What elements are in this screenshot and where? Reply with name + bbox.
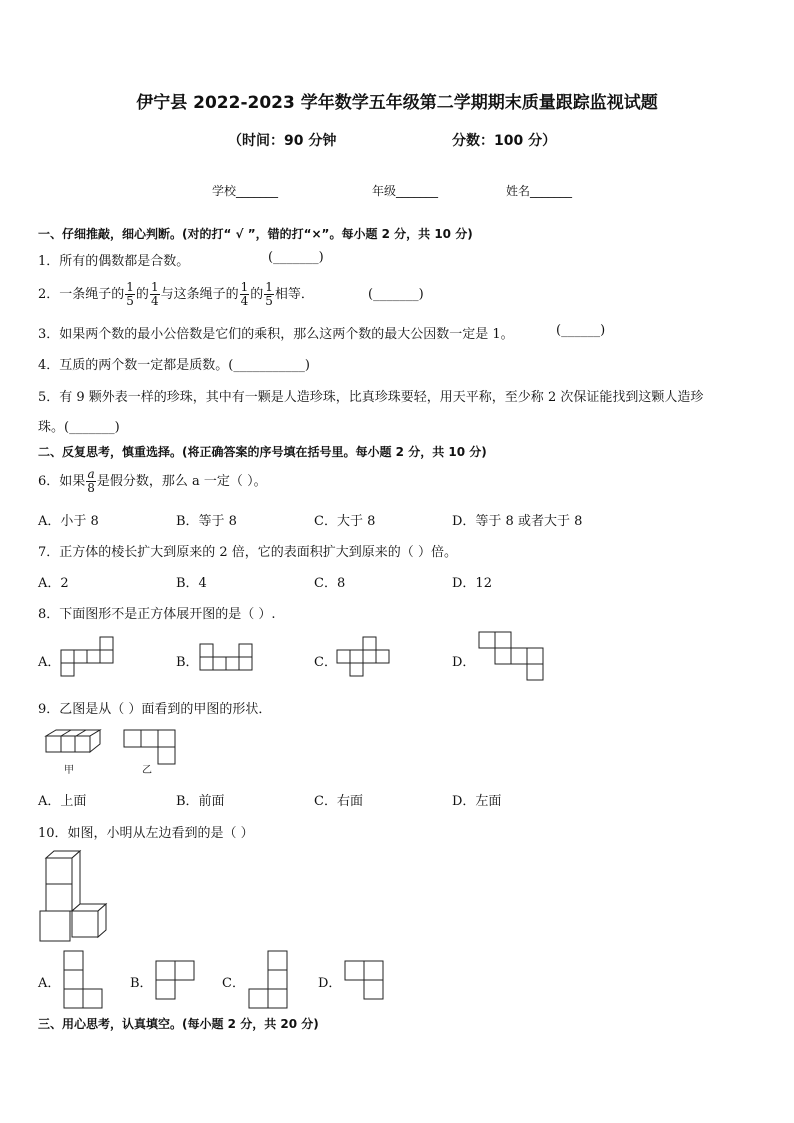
q10-view-c <box>248 950 290 1012</box>
section-3-title: 三、用心思考，认真填空。(每小题 2 分，共 20 分) <box>38 1017 319 1031</box>
question-5-line-1: 5．有 9 颗外表一样的珍珠，其中有一颗是人造珍珠，比真珍珠要轻，用天平称，至少称 2 次保证能找到这颗人造珍 <box>38 390 704 405</box>
q10-view-a <box>63 950 105 1012</box>
question-2-blank: (_______) <box>368 287 424 302</box>
question-5-line-2: 珠。(_______) <box>38 420 120 435</box>
q7-option-a: A．2 <box>38 576 69 591</box>
q9-option-c: C．右面 <box>314 794 363 809</box>
q10-option-b: B． <box>130 976 153 991</box>
q6-option-d: D．等于 8 或者大于 8 <box>452 514 583 529</box>
q8-net-c <box>336 636 392 680</box>
q8-net-b <box>199 643 255 673</box>
question-3-blank: (______) <box>556 323 606 338</box>
fraction: $\frac{1}{4}$ <box>240 280 249 308</box>
question-1: 1．所有的偶数都是合数。 <box>38 254 190 269</box>
q8-net-a <box>60 636 118 678</box>
question-9: 9．乙图是从（ ）面看到的甲图的形状． <box>38 702 272 717</box>
q9-option-b: B．前面 <box>176 794 225 809</box>
q10-stacked-cubes <box>38 848 110 946</box>
figure-label-jia: 甲 <box>64 765 74 776</box>
fraction: $\frac{1}{5}$ <box>126 280 134 308</box>
q10-view-b <box>155 960 197 1002</box>
q8-option-a: A． <box>38 655 61 670</box>
question-8: 8．下面图形不是正方体展开图的是（ ）. <box>38 607 276 622</box>
question-6: 6．如果 $\frac{a}{8}$ 是假分数，那么 a 一定（ ）。 <box>38 467 267 495</box>
q6-option-c: C．大于 8 <box>314 514 376 529</box>
figure-label-yi: 乙 <box>142 765 152 776</box>
q8-option-b: B． <box>176 655 199 670</box>
fraction: $\frac{1}{5}$ <box>265 280 273 308</box>
q10-option-d: D． <box>318 976 342 991</box>
question-1-blank: (_______) <box>268 250 324 265</box>
q8-net-d <box>478 631 548 686</box>
q7-option-c: C．8 <box>314 576 346 591</box>
fraction: $\frac{a}{8}$ <box>87 467 95 495</box>
school-field: 学校_______ <box>212 184 279 198</box>
q10-view-d <box>344 960 386 1002</box>
q7-option-d: D．12 <box>452 576 492 591</box>
question-4: 4．互质的两个数一定都是质数。(___________) <box>38 358 310 373</box>
question-2: 2．一条绳子的 $\frac{1}{5}$ 的 $\frac{1}{4}$ 与这条绳子的 $\frac{1}{4}$ 的 $\frac{1}{5}$ 相等． <box>38 280 314 308</box>
fraction: $\frac{1}{4}$ <box>150 280 159 308</box>
question-3: 3．如果两个数的最小公倍数是它们的乘积，那么这两个数的最大公因数一定是 1。 <box>38 327 514 342</box>
q9-option-a: A．上面 <box>38 794 87 809</box>
question-10: 10．如图，小明从左边看到的是（ ） <box>38 826 254 841</box>
exam-time: （时间：90 分钟 <box>228 133 337 149</box>
q6-option-a: A．小于 8 <box>38 514 99 529</box>
question-7: 7．正方体的棱长扩大到原来的 2 倍，它的表面积扩大到原来的（ ）倍。 <box>38 545 457 560</box>
q8-option-d: D． <box>452 655 476 670</box>
q9-option-d: D．左面 <box>452 794 502 809</box>
section-2-title: 二、反复思考，慎重选择。(将正确答案的序号填在括号里。每小题 2 分，共 10 分) <box>38 445 487 459</box>
q9-figure-yi <box>122 728 178 778</box>
page-title: 伊宁县 2022-2023 学年数学五年级第二学期期末质量跟踪监视试题 <box>136 93 658 113</box>
q9-figure-jia <box>42 728 106 778</box>
grade-field: 年级_______ <box>372 184 439 198</box>
q7-option-b: B．4 <box>176 576 207 591</box>
exam-score: 分数：100 分） <box>452 133 557 149</box>
name-field: 姓名_______ <box>506 184 573 198</box>
q10-option-a: A． <box>38 976 61 991</box>
q6-option-b: B．等于 8 <box>176 514 237 529</box>
q10-option-c: C． <box>222 976 245 991</box>
q8-option-c: C． <box>314 655 337 670</box>
section-1-title: 一、仔细推敲，细心判断。(对的打“ √ ”，错的打“×”。每小题 2 分，共 10 分) <box>38 227 473 241</box>
